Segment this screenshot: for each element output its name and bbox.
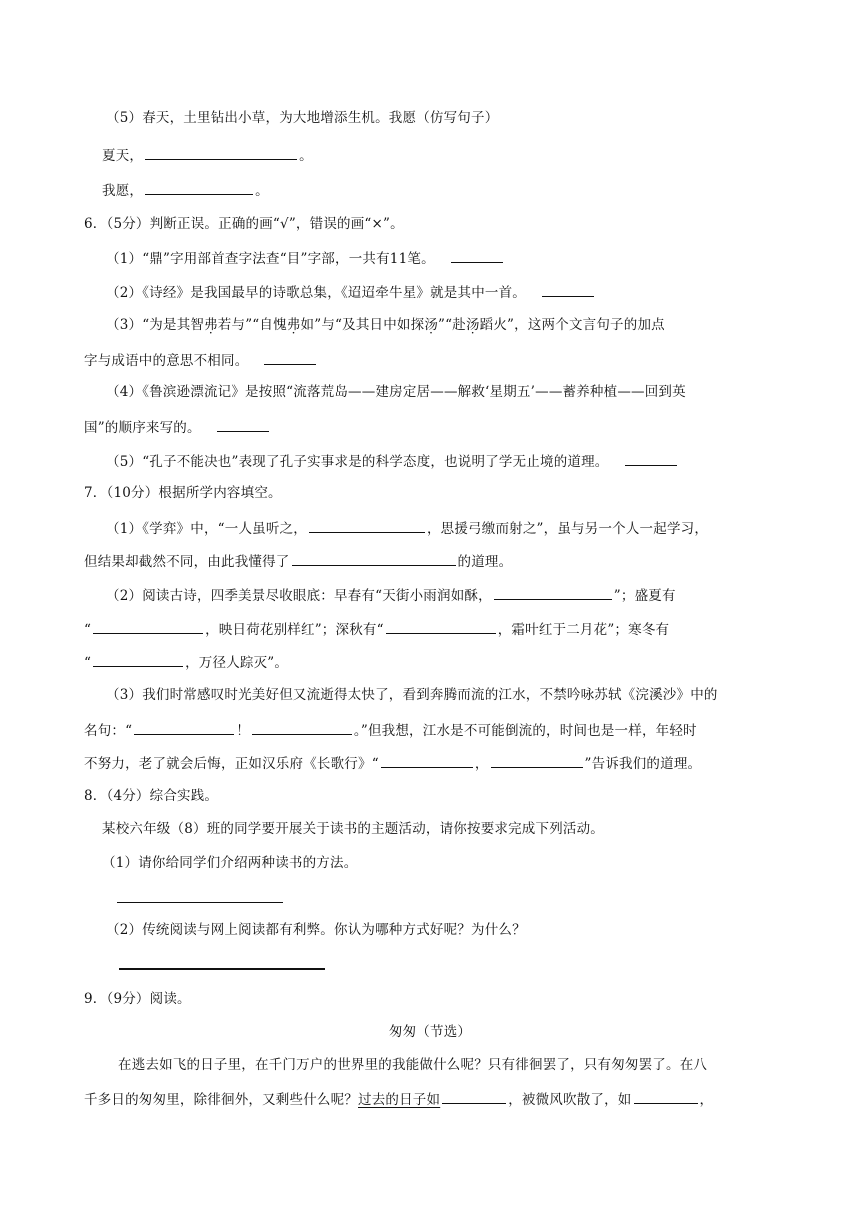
q6-item1 [106, 248, 505, 268]
passage-title: 匆匆（节选） [388, 1024, 472, 1040]
dotted-char-fu2: 弗 [286, 317, 301, 333]
q6-item5-answer[interactable] [625, 451, 677, 466]
q7-item3-part2: ！ [236, 723, 250, 739]
q7-item3-blank1[interactable] [134, 720, 234, 735]
q6-item5 [106, 451, 679, 471]
q5-wish-end: 。 [255, 183, 269, 199]
passage-line2-underlined: 过去的日子如 [358, 1092, 441, 1108]
q7-heading: 7．（10分）根据所学内容填空。 [84, 485, 282, 501]
q5-item5-text: （5）春天，土里钻出小草，为大地增添生机。我愿（仿写句子） [106, 110, 499, 126]
q7-item1-part3: 但结果却截然不同，由此我懂得了 [84, 554, 290, 570]
q8-item2-answer-line[interactable] [119, 968, 325, 970]
q6-item3-part1: （3）“为是其智 [106, 317, 205, 333]
passage-line2-part4: ， [699, 1092, 714, 1108]
q7-item2-part4: ，映日荷花别样红”；深秋有“ [205, 622, 384, 638]
q7-item2-line2 [84, 619, 669, 639]
q7-item2-blank1[interactable] [494, 585, 612, 600]
q5-summer-line [102, 145, 313, 165]
q8-item2: （2）传统阅读与网上阅读都有利弊。你认为哪种方式好呢？为什么？ [106, 922, 526, 938]
q5-summer-label: 夏天， [102, 148, 144, 164]
q5-wish-line [102, 180, 269, 200]
q6-item1-text: （1）“鼎”字用部首查字法查“目”字部，一共有11笔。 [106, 251, 435, 267]
q6-item1-answer[interactable] [451, 248, 503, 263]
q8-heading: 8．（4分）综合实践。 [84, 788, 219, 804]
q6-item4-text2: 国”的顺序来写的。 [84, 420, 201, 436]
q6-item2-text: （2）《诗经》是我国最早的诗歌总集，《迢迢牵牛星》就是其中一首。 [106, 285, 526, 301]
passage-line2-part1: 千多日的匆匆里，除徘徊外，又剩些什么呢？ [84, 1092, 358, 1108]
q7-item3-part5: ， [474, 756, 489, 772]
q7-item2-part5: ，霜叶红于二月花”；寒冬有 [497, 622, 670, 638]
passage-line2 [84, 1089, 713, 1109]
q7-item3-blank4[interactable] [491, 753, 583, 768]
passage-line2-part3: ，被微风吹散了，如 [508, 1092, 632, 1108]
q6-item3-line1 [106, 316, 665, 334]
passage-blank2[interactable] [634, 1089, 698, 1104]
q6-item2-answer[interactable] [542, 282, 594, 297]
q6-item3-part5: 蹈火”，这两个文言句子的加点 [479, 317, 665, 333]
q6-item3-answer[interactable] [264, 350, 316, 365]
q8-item1: （1）请你给同学们介绍两种读书的方法。 [102, 855, 358, 871]
q7-item1-part4: 的道理。 [457, 554, 513, 570]
q6-item3-part2: 若与”“自愧 [217, 317, 287, 333]
q7-item2-line3 [84, 652, 288, 672]
q7-item3-blank2[interactable] [252, 720, 352, 735]
dotted-char-tang2: 汤 [465, 317, 480, 333]
q8-item1-answer-line[interactable] [117, 902, 283, 903]
q6-item3-text2: 字与成语中的意思不相同。 [84, 353, 249, 369]
q6-item3-part4: ”“赴 [438, 317, 466, 333]
q9-heading: 9．（9分）阅读。 [84, 991, 191, 1007]
q7-item2-part1: （2）阅读古诗，四季美景尽收眼底：早春有“天街小雨润如酥， [106, 588, 492, 604]
q7-item3-line1: （3）我们时常感叹时光美好但又流逝得太快了，看到奔腾而流的江水，不禁吟咏苏轼《浣溪沙》中的 [106, 687, 718, 703]
q7-item2-line1 [106, 585, 676, 605]
q6-item2 [106, 282, 596, 302]
passage-line1: 在逃去如飞的日子里，在千门万户的世界里的我能做什么呢？只有徘徊罢了，只有匆匆罢了。在八 [118, 1057, 708, 1073]
q6-heading: 6．（5分）判断正误。正确的画“√”，错误的画“×”。 [84, 216, 404, 232]
q7-item1-blank1[interactable] [309, 518, 425, 533]
q7-item3-part3: 。”但我想，江水是不可能倒流的，时间也是一样，年轻时 [353, 723, 697, 739]
q7-item3-part4: 不努力，老了就会后悔，正如汉乐府《长歌行》“ [84, 756, 379, 772]
q7-item3-blank3[interactable] [381, 753, 473, 768]
q5-wish-blank[interactable] [145, 180, 253, 195]
q7-item1-part1: （1）《学弈》中，“一人虽听之， [106, 521, 307, 537]
q7-item1-part2: ，思援弓缴而射之”，虽与另一个人一起学习， [426, 521, 709, 537]
q6-item3-line2 [84, 350, 318, 370]
q7-item1-blank2[interactable] [292, 551, 456, 566]
q7-item2-blank4[interactable] [93, 652, 183, 667]
q6-item4-line1: （4）《鲁滨逊漂流记》是按照“流落荒岛——建房定居——解救‘星期五’——蓄养种植——回到英 [106, 384, 686, 400]
q7-item3-line3 [84, 753, 701, 773]
dotted-char-tang1: 汤 [424, 317, 439, 333]
q8-intro: 某校六年级（8）班的同学要开展关于读书的主题活动，请你按要求完成下列活动。 [102, 821, 604, 837]
q7-item1-line1 [106, 518, 708, 538]
q7-item3-part6: ”告诉我们的道理。 [584, 756, 702, 772]
q6-item4-answer[interactable] [217, 417, 269, 432]
q7-item3-part1: 名句：“ [84, 723, 133, 739]
dotted-char-fu1: 弗 [204, 317, 218, 333]
q7-item1-line2 [84, 551, 512, 571]
q6-item3-part3: 如”与“及其日中如探 [300, 317, 425, 333]
q7-item2-part2: ”；盛夏有 [613, 588, 676, 604]
q7-item2-blank2[interactable] [93, 619, 203, 634]
passage-blank1[interactable] [442, 1089, 506, 1104]
q7-item2-part7: ，万径人踪灭”。 [185, 655, 289, 671]
q7-item3-line2 [84, 720, 697, 740]
q7-item2-blank3[interactable] [386, 619, 496, 634]
q7-item2-part3: “ [84, 622, 92, 638]
q7-item2-part6: “ [84, 655, 92, 671]
q5-summer-blank[interactable] [145, 145, 297, 160]
q5-summer-end: 。 [299, 148, 313, 164]
q5-wish-label: 我愿， [102, 183, 144, 199]
q6-item5-text: （5）“孔子不能决也”表现了孔子实事求是的科学态度，也说明了学无止境的道理。 [106, 454, 609, 470]
q6-item4-line2 [84, 417, 271, 437]
